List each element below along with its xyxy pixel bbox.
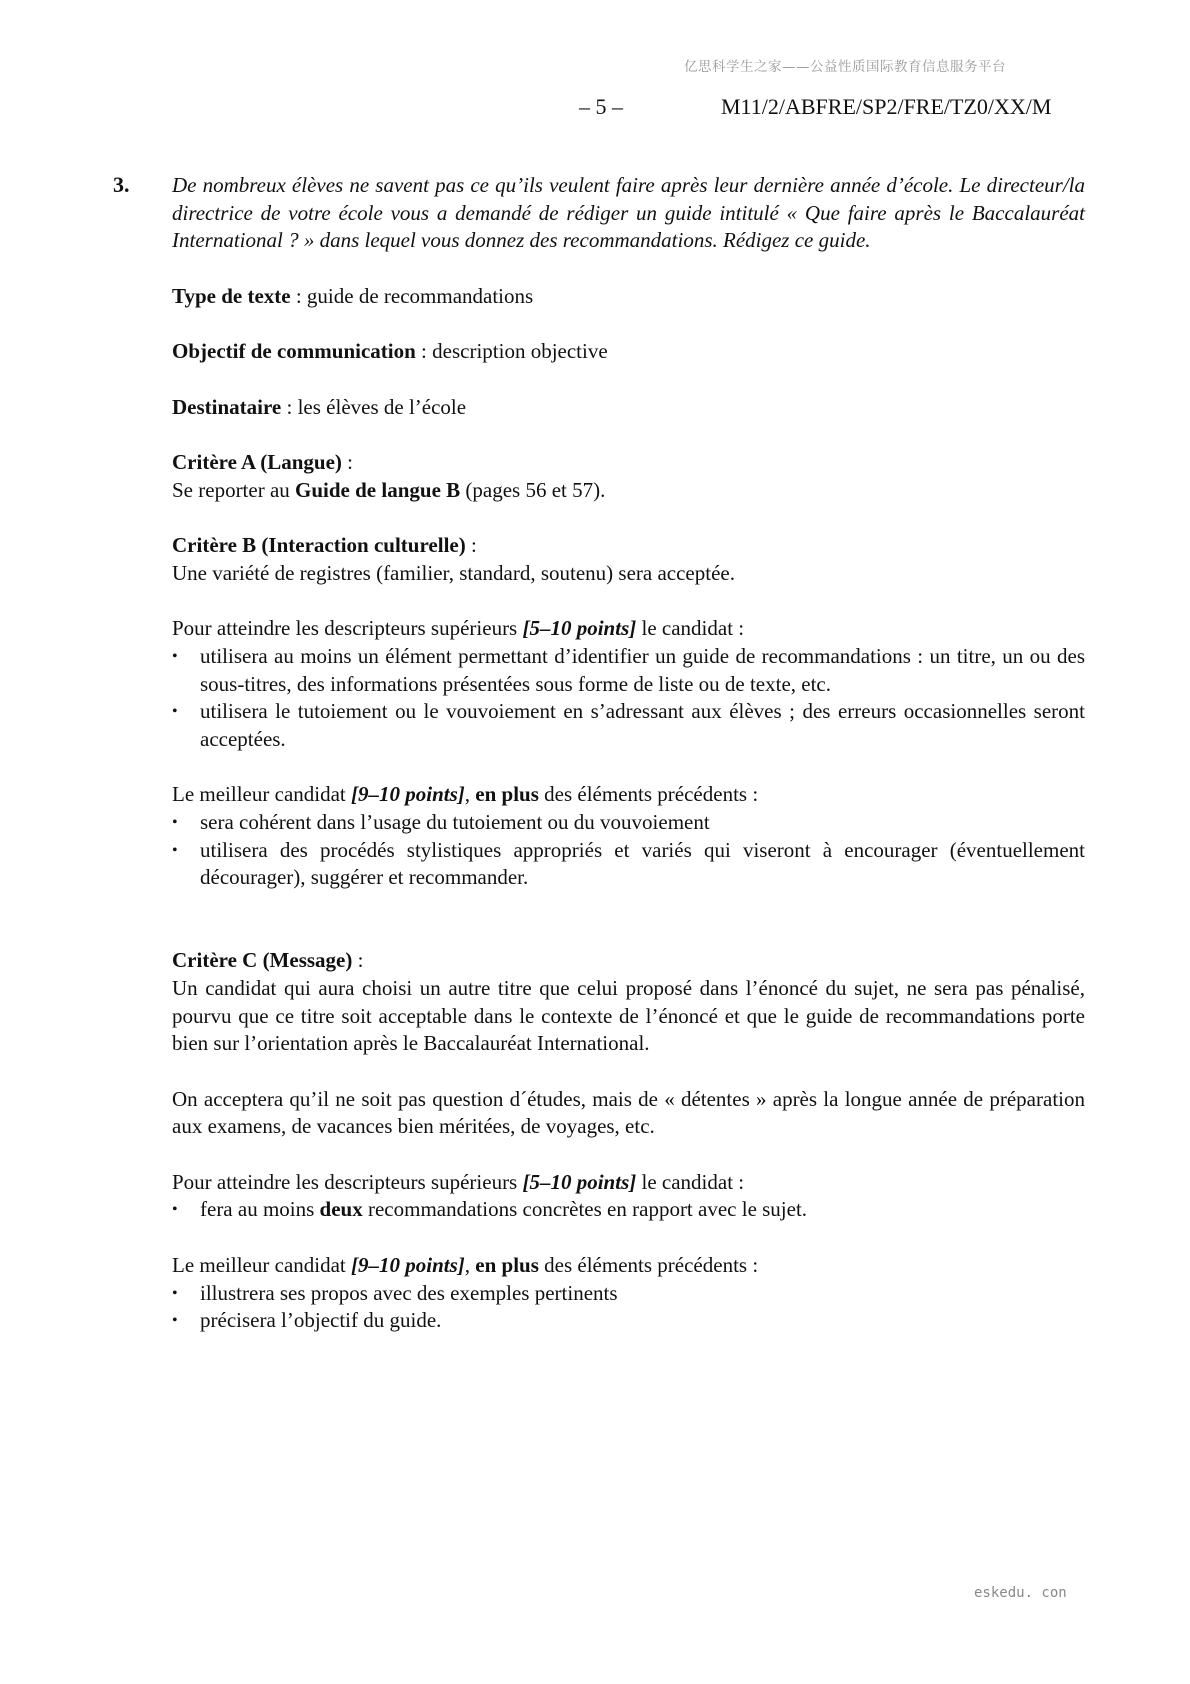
- criterion-b-upper-before: Pour atteindre les descripteurs supérieurs: [172, 616, 523, 641]
- objective-label: Objectif de communication: [172, 339, 416, 364]
- communication-objective: [172, 338, 1085, 366]
- criterion-b-en-plus: en plus: [475, 782, 539, 807]
- question-intro: De nombreux élèves ne savent pas ce qu’ils veulent faire après leur dernière année d’école. Le directeur/la directrice de votre école vous a demandé de rédiger un guide intitulé « Que faire après le Baccalauréat International ? » dans lequel vous donnez des recommandations. Rédigez ce guide.: [172, 173, 1085, 253]
- list-item: • utilisera au moins un élément permettant d’identifier un guide de recommandations : un titre, un ou des sous-titres, des informations présentées sous forme de liste ou de texte, etc.: [172, 643, 1085, 698]
- list-item: • illustrera ses propos avec des exemples pertinents: [172, 1280, 1085, 1308]
- criterion-b-upper-list: [172, 643, 1085, 754]
- document-code: M11/2/ABFRE/SP2/FRE/TZ0/XX/M: [721, 94, 1052, 119]
- criterion-c-para2: On acceptera qu’il ne soit pas question d´études, mais de « détentes » après la longue année de préparation aux examens, de vacances bien méritées, de voyages, etc.: [172, 1086, 1085, 1139]
- text-type: [172, 283, 1085, 311]
- criterion-a-text: [172, 477, 1085, 505]
- criterion-b-title: Critère B (Interaction culturelle): [172, 533, 466, 558]
- criterion-a-text-before: Se reporter au: [172, 477, 296, 502]
- criterion-a-heading: [172, 449, 1085, 477]
- question-content: [172, 172, 1085, 1335]
- criterion-c-upper-points: [5–10 points]: [522, 1169, 637, 1194]
- criterion-c-upper-before: Pour atteindre les descripteurs supérieurs: [172, 1169, 523, 1194]
- criterion-c-upper-list: [172, 1196, 1085, 1224]
- criterion-c-best-after: des éléments précédents :: [538, 1252, 759, 1277]
- criterion-b-upper-intro: [172, 615, 1085, 643]
- criterion-c-upper-intro: [172, 1169, 1085, 1197]
- text-type-label: Type de texte: [172, 283, 291, 308]
- recipient-label: Destinataire: [172, 394, 282, 419]
- list-item: • utilisera des procédés stylistiques appropriés et variés qui viseront à encourager (éventuellement décourager), suggérer et recommander.: [172, 837, 1085, 892]
- list-item: • sera cohérent dans l’usage du tutoiement ou du vouvoiement: [172, 809, 1085, 837]
- criterion-c-bullet-after: recommandations concrètes en rapport avec le sujet.: [362, 1197, 808, 1222]
- criterion-b-colon: :: [465, 533, 477, 558]
- criterion-c-bullet-bold: deux: [319, 1197, 363, 1222]
- criterion-c-best-points: [9–10 points]: [351, 1252, 465, 1277]
- watermark-top: 亿思科学生之家——公益性质国际教育信息服务平台: [684, 59, 1006, 75]
- criterion-c-colon: :: [352, 948, 364, 973]
- criterion-c-best-intro: [172, 1252, 1085, 1280]
- criterion-c-best-before: Le meilleur candidat: [172, 1252, 352, 1277]
- criterion-c-best-list: [172, 1280, 1085, 1335]
- criterion-c-best-comma: ,: [464, 1252, 476, 1277]
- criterion-c-title: Critère C (Message): [172, 948, 353, 973]
- list-item: • utilisera le tutoiement ou le vouvoiement en s’adressant aux élèves ; des erreurs occasionnelles seront acceptées.: [172, 698, 1085, 753]
- criterion-a-colon: :: [341, 449, 354, 474]
- criterion-c-para1: Un candidat qui aura choisi un autre titre que celui proposé dans l’énoncé du sujet, ne sera pas pénalisé, pourvu que ce titre soit acceptable dans le contexte de l’énoncé et que le guide de recommandations porte bien sur l’orientation après le Baccalauréat International.: [172, 975, 1085, 1056]
- criterion-b-heading: [172, 532, 1085, 560]
- criterion-b-best-points: [9–10 points]: [351, 782, 465, 807]
- criterion-b-best-before: Le meilleur candidat: [172, 782, 352, 807]
- list-item: [172, 1196, 1085, 1224]
- watermark-bottom: eskedu. con: [974, 1585, 1067, 1601]
- criterion-b-best-intro: [172, 781, 1085, 809]
- language-guide-ref: Guide de langue B: [295, 477, 461, 502]
- objective-value: : description objective: [415, 339, 608, 364]
- list-item: • précisera l’objectif du guide.: [172, 1307, 1085, 1335]
- criterion-b-upper-after: le candidat :: [636, 616, 745, 641]
- criterion-b-best-comma: ,: [464, 782, 476, 807]
- criterion-c-bullet-before: fera au moins: [200, 1197, 320, 1222]
- recipient: [172, 394, 1085, 422]
- question-number: 3.: [113, 172, 130, 197]
- criterion-b-best-list: [172, 809, 1085, 892]
- recipient-value: : les élèves de l’école: [281, 394, 467, 419]
- criterion-c-en-plus: en plus: [475, 1252, 539, 1277]
- criterion-c-heading: [172, 947, 1085, 975]
- criterion-a-text-after: (pages 56 et 57).: [460, 477, 606, 502]
- criterion-b-upper-points: [5–10 points]: [522, 616, 637, 641]
- criterion-a-title: Critère A (Langue): [172, 449, 342, 474]
- criterion-b-best-after: des éléments précédents :: [538, 782, 759, 807]
- criterion-c-upper-after: le candidat :: [636, 1169, 745, 1194]
- criterion-b-text: Une variété de registres (familier, standard, soutenu) sera acceptée.: [172, 560, 735, 585]
- page-number: – 5 –: [579, 94, 623, 119]
- text-type-value: : guide de recommandations: [290, 283, 534, 308]
